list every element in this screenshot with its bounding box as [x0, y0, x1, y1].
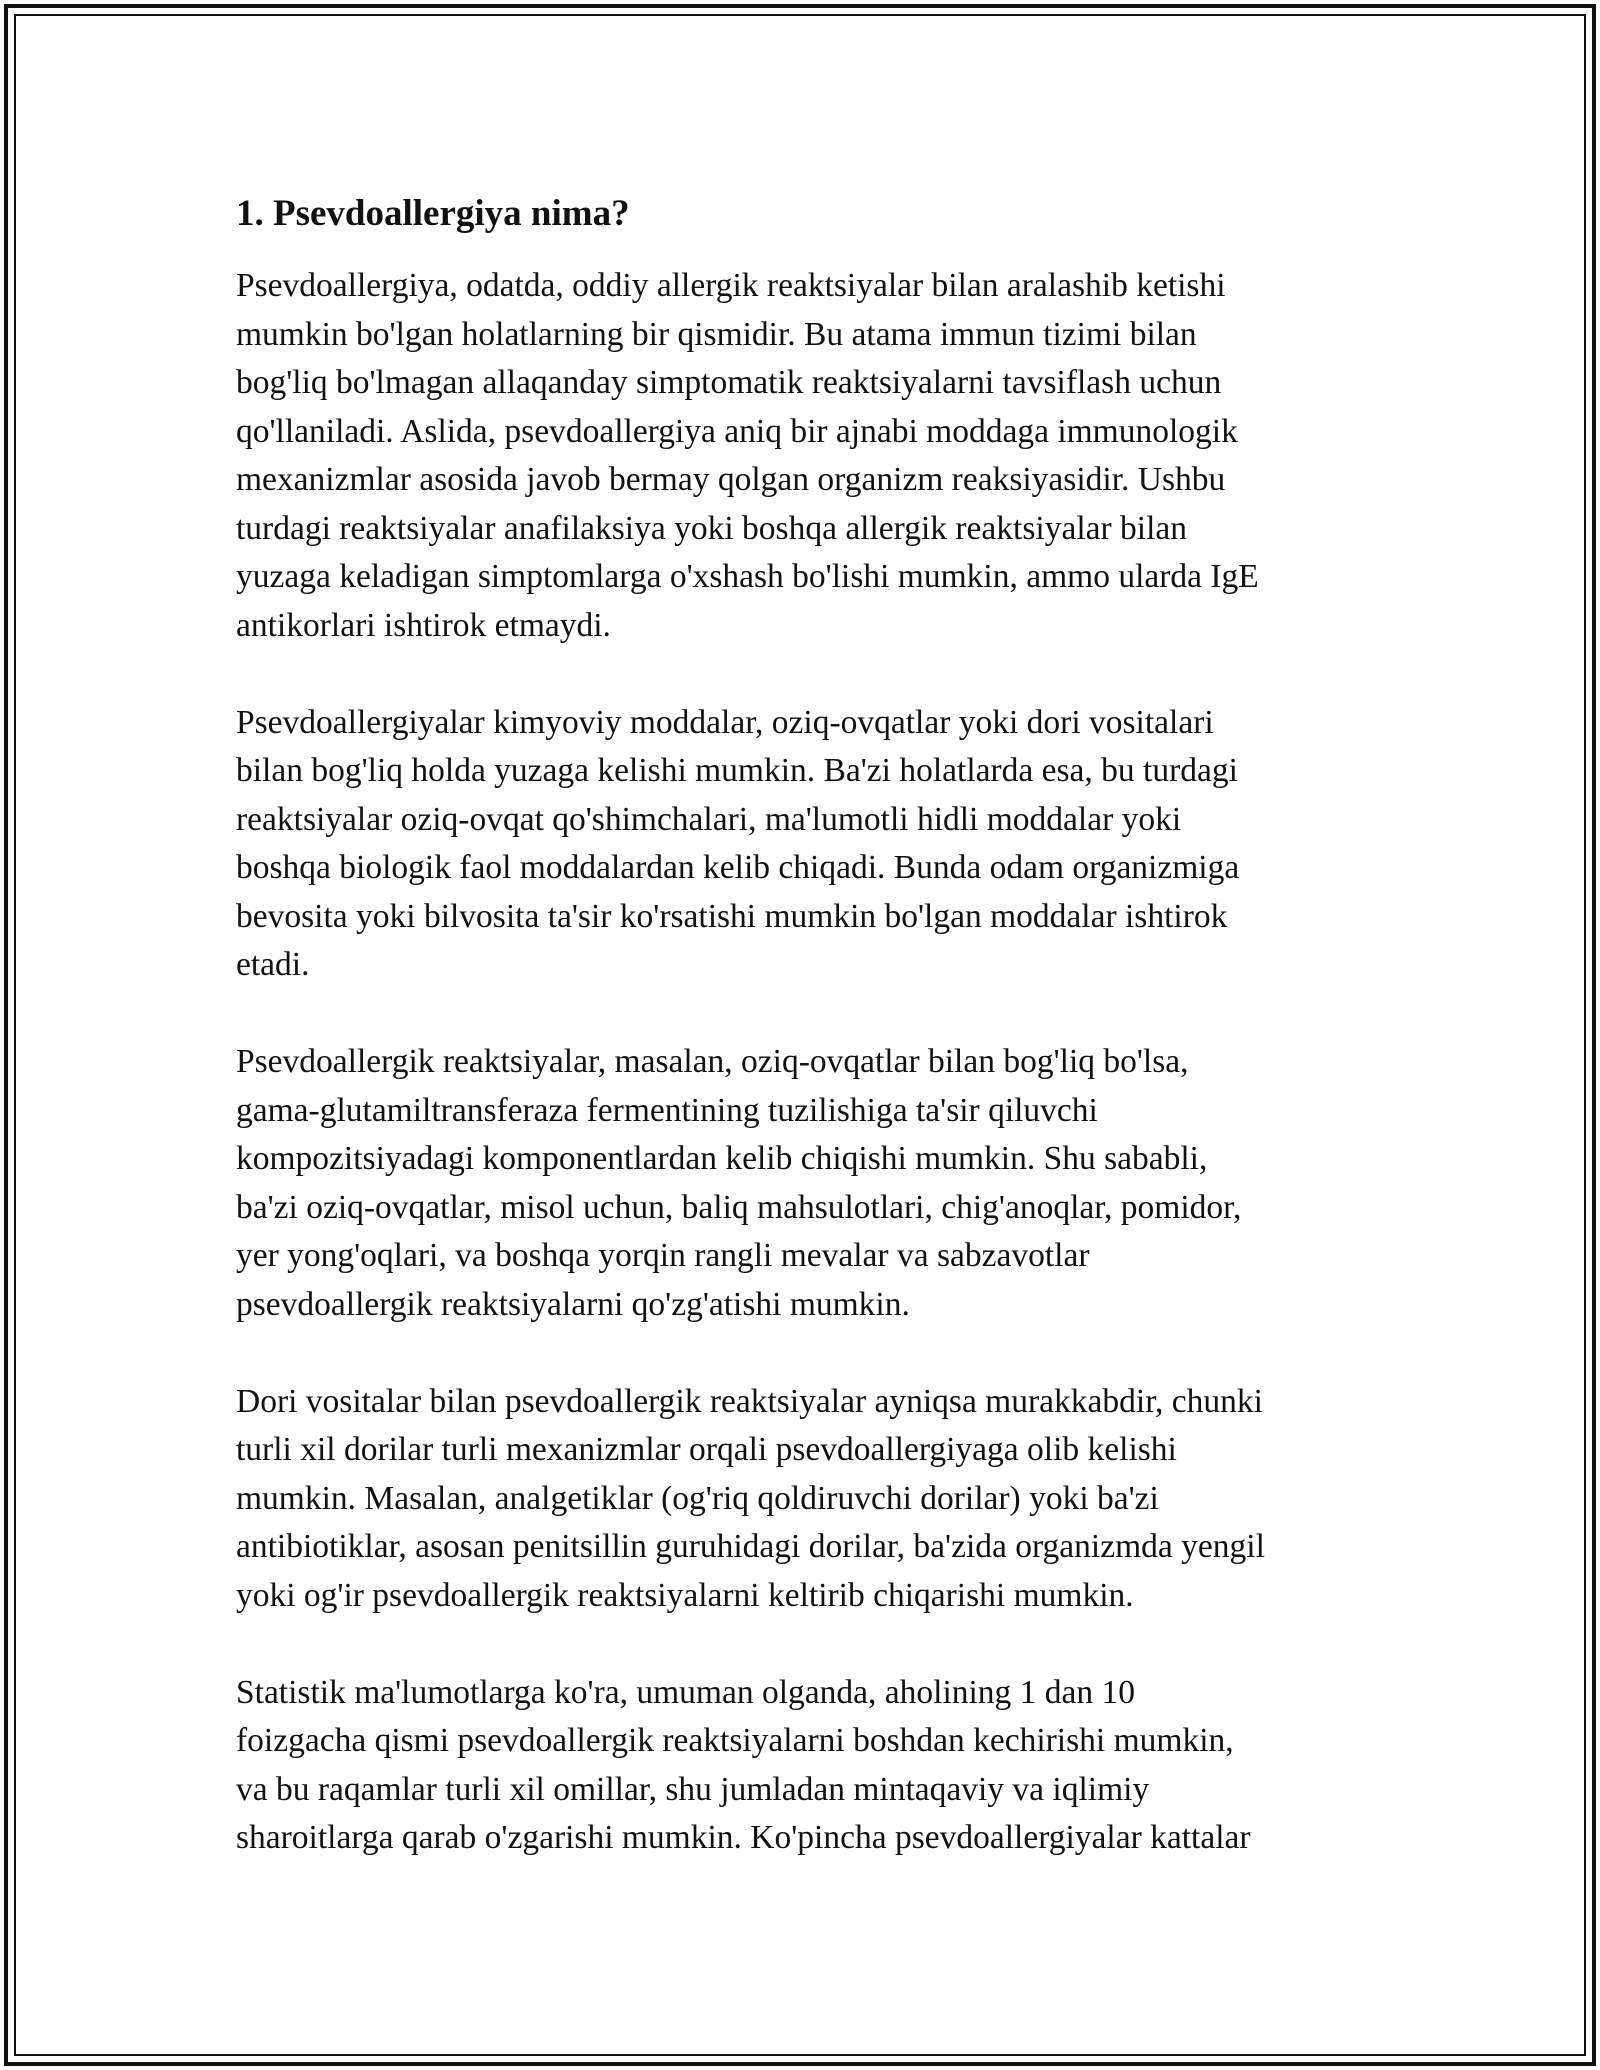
text-line: bevosita yoki bilvosita ta'sir ko'rsatishi mumkin bo'lgan moddalar ishtirok [236, 897, 1228, 935]
text-line: antibiotiklar, asosan penitsillin guruhidagi dorilar, ba'zida organizmda yengil [236, 1528, 1265, 1565]
paragraph-4 [236, 1378, 1386, 1621]
section-heading: 1. Psevdoallergiya nima? [236, 193, 630, 234]
text-line: mexanizmlar asosida javob bermay qolgan organizm reaksiyasidir. Ushbu [236, 461, 1226, 498]
text-line: yuzaga keladigan simptomlarga o'xshash bo'lishi mumkin, ammo ularda IgE [236, 558, 1259, 595]
text-line: psevdoallergik reaktsiyalarni qo'zg'atishi mumkin. [236, 1285, 910, 1323]
text-line: kompozitsiyadagi komponentlardan kelib chiqishi mumkin. Shu sababli, [236, 1140, 1208, 1177]
text-line: Psevdoallergik reaktsiyalar, masalan, oziq-ovqatlar bilan bog'liq bo'lsa, [236, 1043, 1189, 1080]
text-line: mumkin. Masalan, analgetiklar (og'riq qoldiruvchi dorilar) yoki ba'zi [236, 1479, 1159, 1517]
text-line: ba'zi oziq-ovqatlar, misol uchun, baliq mahsulotlari, chig'anoqlar, pomidor, [236, 1188, 1242, 1226]
text-line: Dori vositalar bilan psevdoallergik reaktsiyalar ayniqsa murakkabdir, chunki [236, 1382, 1263, 1420]
text-line: bilan bog'liq holda yuzaga kelishi mumkin. Ba'zi holatlarda esa, bu turdagi [236, 752, 1238, 789]
text-line: sharoitlarga qarab o'zgarishi mumkin. Ko'pincha psevdoallergiyalar kattalar [236, 1819, 1251, 1856]
text-line: reaktsiyalar oziq-ovqat qo'shimchalari, ma'lumotli hidli moddalar yoki [236, 800, 1182, 838]
paragraph-3 [236, 1038, 1386, 1329]
text-line: antikorlari ishtirok etmaydi. [236, 606, 611, 644]
text-line: foizgacha qismi psevdoallergik reaktsiyalarni boshdan kechirishi mumkin, [236, 1722, 1234, 1759]
text-line: qo'llaniladi. Aslida, psevdoallergiya aniq bir ajnabi moddaga immunologik [236, 412, 1238, 450]
text-line: gama-glutamiltransferaza fermentining tuzilishiga ta'sir qiluvchi [236, 1091, 1098, 1129]
text-line: boshqa biologik faol moddalardan kelib chiqadi. Bunda odam organizmiga [236, 849, 1240, 886]
text-line: yer yong'oqlari, va boshqa yorqin rangli mevalar va sabzavotlar [236, 1237, 1090, 1274]
paragraph-2 [236, 699, 1386, 990]
document-body [236, 188, 1386, 1911]
text-line: va bu raqamlar turli xil omillar, shu jumladan mintaqaviy va iqlimiy [236, 1770, 1150, 1808]
paragraph-5 [236, 1669, 1386, 1863]
text-line: Statistik ma'lumotlarga ko'ra, umuman olganda, aholining 1 dan 10 [236, 1673, 1136, 1711]
text-line: Psevdoallergiyalar kimyoviy moddalar, oziq-ovqatlar yoki dori vositalari [236, 703, 1214, 741]
text-line: yoki og'ir psevdoallergik reaktsiyalarni keltirib chiqarishi mumkin. [236, 1576, 1134, 1614]
paragraph-1 [236, 262, 1386, 650]
text-line: turdagi reaktsiyalar anafilaksiya yoki boshqa allergik reaktsiyalar bilan [236, 509, 1188, 547]
text-line: turli xil dorilar turli mexanizmlar orqali psevdoallergiyaga olib kelishi [236, 1431, 1177, 1468]
text-line: mumkin bo'lgan holatlarning bir qismidir. Bu atama immun tizimi bilan [236, 315, 1197, 353]
text-line: Psevdoallergiya, odatda, oddiy allergik reaktsiyalar bilan aralashib ketishi [236, 267, 1226, 304]
text-line: etadi. [236, 946, 310, 983]
text-line: bog'liq bo'lmagan allaqanday simptomatik reaktsiyalarni tavsiflash uchun [236, 364, 1222, 401]
